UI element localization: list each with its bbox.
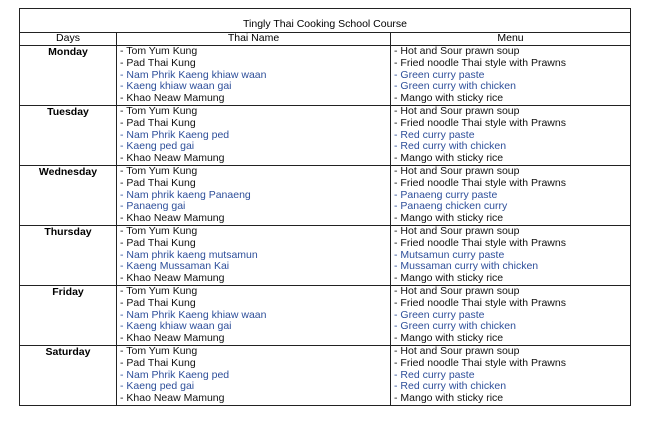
thai-dish-name: - Kaeng ped gai	[120, 381, 195, 393]
menu-cell	[391, 46, 631, 106]
thai-dish-name: - Pad Thai Kung	[120, 177, 196, 189]
menu-cell	[391, 225, 631, 285]
thai-name-cell	[117, 285, 391, 345]
thai-dish-name: - Kaeng ped gai	[120, 141, 195, 153]
menu-item: - Fried noodle Thai style with Prawns	[394, 117, 566, 129]
day-cell: Saturday	[20, 345, 117, 405]
thai-dish-name: - Tom Yum Kung	[120, 46, 198, 57]
thai-dish-name: - Khao Neaw Mamung	[120, 93, 225, 105]
table-row	[20, 165, 631, 225]
menu-item: - Mango with sticky rice	[394, 273, 504, 285]
thai-dish-name: - Nam Phrik Kaeng khiaw waan	[120, 309, 267, 321]
menu-item: - Hot and Sour prawn soup	[394, 225, 520, 237]
thai-dish-name: - Khao Neaw Mamung	[120, 153, 225, 165]
day-cell: Tuesday	[20, 105, 117, 165]
thai-dish-name: - Khao Neaw Mamung	[120, 333, 225, 345]
thai-dish-name: - Tom Yum Kung	[120, 105, 198, 117]
menu-item: - Red curry paste	[394, 369, 475, 381]
thai-dish-name: - Tom Yum Kung	[120, 285, 198, 297]
thai-dish-name: - Khao Neaw Mamung	[120, 273, 225, 285]
menu-item: - Green curry paste	[394, 309, 485, 321]
thai-dish-name: - Nam Phrik Kaeng ped	[120, 369, 230, 381]
thai-dish-name: - Pad Thai Kung	[120, 57, 196, 69]
menu-item: - Fried noodle Thai style with Prawns	[394, 297, 566, 309]
thai-dish-name: - Panaeng gai	[120, 201, 186, 213]
menu-cell	[391, 105, 631, 165]
thai-dish-name: - Pad Thai Kung	[120, 297, 196, 309]
thai-dish-name: - Tom Yum Kung	[120, 225, 198, 237]
day-cell: Thursday	[20, 225, 117, 285]
table-row	[20, 105, 631, 165]
menu-item: - Panaeng chicken curry	[394, 201, 508, 213]
thai-dish-name: - Khao Neaw Mamung	[120, 393, 225, 405]
thai-dish-name: - Tom Yum Kung	[120, 345, 198, 357]
menu-item: - Mango with sticky rice	[394, 333, 504, 345]
menu-item: - Fried noodle Thai style with Prawns	[394, 57, 566, 69]
menu-item: - Hot and Sour prawn soup	[394, 46, 520, 57]
header-days: Days	[20, 33, 117, 46]
menu-item: - Red curry paste	[394, 129, 475, 141]
thai-dish-name: - Nam Phrik Kaeng khiaw waan	[120, 69, 267, 81]
thai-dish-name: - Pad Thai Kung	[120, 117, 196, 129]
thai-name-cell	[117, 225, 391, 285]
menu-item: - Mango with sticky rice	[394, 153, 504, 165]
menu-item: - Mussaman curry with chicken	[394, 261, 539, 273]
thai-name-cell	[117, 345, 391, 405]
menu-item: - Hot and Sour prawn soup	[394, 345, 520, 357]
table-title: Tingly Thai Cooking School Course	[20, 9, 631, 33]
day-cell: Wednesday	[20, 165, 117, 225]
table-row	[20, 46, 631, 106]
menu-item: - Green curry paste	[394, 69, 485, 81]
menu-item: - Green curry with chicken	[394, 321, 516, 333]
menu-item: - Fried noodle Thai style with Prawns	[394, 357, 566, 369]
menu-item: - Fried noodle Thai style with Prawns	[394, 177, 566, 189]
menu-item: - Green curry with chicken	[394, 81, 516, 93]
header-thai-name: Thai Name	[117, 33, 391, 46]
menu-item: - Mutsamun curry paste	[394, 249, 505, 261]
course-table	[19, 8, 631, 406]
menu-item: - Red curry with chicken	[394, 141, 507, 153]
menu-item: - Panaeng curry paste	[394, 189, 498, 201]
course-table-container	[19, 8, 630, 406]
thai-name-cell	[117, 46, 391, 106]
menu-cell	[391, 345, 631, 405]
menu-item: - Hot and Sour prawn soup	[394, 165, 520, 177]
thai-dish-name: - Pad Thai Kung	[120, 237, 196, 249]
table-row	[20, 345, 631, 405]
menu-item: - Red curry with chicken	[394, 381, 507, 393]
thai-name-cell	[117, 105, 391, 165]
thai-dish-name: - Tom Yum Kung	[120, 165, 198, 177]
thai-dish-name: - Nam Phrik Kaeng ped	[120, 129, 230, 141]
thai-dish-name: - Kaeng khiaw waan gai	[120, 81, 232, 93]
menu-item: - Mango with sticky rice	[394, 393, 504, 405]
menu-item: - Fried noodle Thai style with Prawns	[394, 237, 566, 249]
table-row	[20, 285, 631, 345]
thai-dish-name: - Nam phrik kaeng mutsamun	[120, 249, 258, 261]
thai-name-cell	[117, 165, 391, 225]
menu-item: - Mango with sticky rice	[394, 213, 504, 225]
menu-item: - Hot and Sour prawn soup	[394, 285, 520, 297]
table-row	[20, 225, 631, 285]
menu-item: - Mango with sticky rice	[394, 93, 504, 105]
thai-dish-name: - Pad Thai Kung	[120, 357, 196, 369]
menu-cell	[391, 165, 631, 225]
thai-dish-name: - Kaeng Mussaman Kai	[120, 261, 230, 273]
header-menu: Menu	[391, 33, 631, 46]
thai-dish-name: - Nam phrik kaeng Panaeng	[120, 189, 251, 201]
day-cell: Friday	[20, 285, 117, 345]
thai-dish-name: - Khao Neaw Mamung	[120, 213, 225, 225]
thai-dish-name: - Kaeng khiaw waan gai	[120, 321, 232, 333]
menu-item: - Hot and Sour prawn soup	[394, 105, 520, 117]
table-body	[20, 46, 631, 406]
day-cell: Monday	[20, 46, 117, 106]
menu-cell	[391, 285, 631, 345]
